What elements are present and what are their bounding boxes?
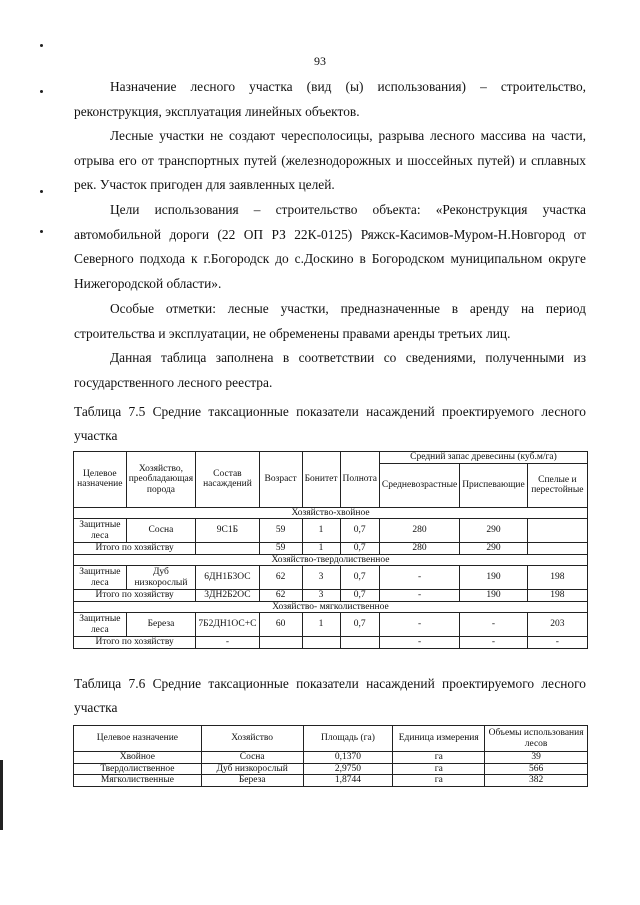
margin-dot: [40, 44, 43, 47]
paragraph-special-notes: Особые отметки: лесные участки, предназначенные в аренду на период строительства и эксплуатации, не обременены правами аренды третьих лиц.: [74, 301, 586, 341]
table-row: Защитные леса Дуб низкорослый 6ДН1Б3ОС 62 3 0,7 - 190 198: [74, 566, 588, 590]
table-row: Защитные леса Береза 7Б2ДН1ОС+С 60 1 0,7 - - 203: [74, 613, 588, 637]
table2-caption: Таблица 7.6 Средние таксационные показатели насаждений проектируемого лесного участка: [74, 676, 586, 715]
margin-dot: [40, 230, 43, 233]
table-total-row: Итого по хозяйству 59 1 0,7 280 290: [74, 543, 588, 555]
paragraph-no-fragmentation: Лесные участки не создают чересполосицы, разрыва лесного массива на части, отрыва его от транспортных путей (железнодорожных и шоссейных путей) и сплавных рек. Участок пригоден для заявленных целей.: [74, 128, 586, 192]
header-maturing: Приспевающие: [460, 463, 528, 507]
header-purpose: Целевое назначение: [74, 452, 127, 508]
page-edge-mark: [0, 760, 3, 830]
header-volume: Объемы использования лесов: [485, 726, 588, 752]
margin-dot: [40, 90, 43, 93]
header-density: Полнота: [340, 452, 379, 508]
table-total-row: Итого по хозяйству 3ДН2Б2ОС 62 3 0,7 - 190 198: [74, 590, 588, 602]
page-number: 93: [314, 54, 326, 68]
table-taxation-7-5: [73, 451, 588, 649]
table-row: Хвойное Сосна 0,1370 га 39: [74, 752, 588, 764]
table-total-row: Итого по хозяйству - - - -: [74, 637, 588, 649]
header-middle-aged: Средневозрастные: [379, 463, 459, 507]
header-purpose: Целевое назначение: [74, 726, 202, 752]
margin-dot: [40, 190, 43, 193]
header-farm: Хозяйство: [201, 726, 303, 752]
header-unit: Единица измерения: [393, 726, 485, 752]
paragraph-goals: Цели использования – строительство объекта: «Реконструкция участка автомобильной дороги (22 ОП РЗ 22К-0125) Ряжск-Касимов-Муром-Н.Новгород от Северного подхода к г.Богородск до с.Доскино в Богородском муниципальном округе Нижегородской области».: [74, 202, 586, 291]
paragraph-purpose: Назначение лесного участка (вид (ы) использования) – строительство, реконструкция, эксплуатация линейных объектов.: [74, 79, 586, 119]
section-title: Хозяйство- мягколиственное: [74, 601, 588, 613]
paragraph-registry: Данная таблица заполнена в соответствии со сведениями, полученными из государственного лесного реестра.: [74, 350, 586, 390]
table-row: Защитные леса Сосна 9С1Б 59 1 0,7 280 290: [74, 519, 588, 543]
table-row: Твердолиственное Дуб низкорослый 2,9750 га 566: [74, 763, 588, 775]
header-stock-group: Средний запас древесины (куб.м/га): [379, 452, 587, 464]
header-composition: Состав насаждений: [196, 452, 259, 508]
header-species: Хозяйство, преобладающая порода: [126, 452, 196, 508]
table-taxation-7-6: [73, 725, 588, 787]
table-row: Мягколиственные Береза 1,8744 га 382: [74, 775, 588, 787]
section-title: Хозяйство-хвойное: [74, 507, 588, 519]
header-bonitet: Бонитет: [302, 452, 340, 508]
header-age: Возраст: [259, 452, 302, 508]
table1-caption: Таблица 7.5 Средние таксационные показатели насаждений проектируемого лесного участка: [74, 404, 586, 443]
section-title: Хозяйство-твердолиственное: [74, 554, 588, 566]
header-mature: Спелые и перестойные: [527, 463, 587, 507]
header-area: Площадь (га): [303, 726, 393, 752]
